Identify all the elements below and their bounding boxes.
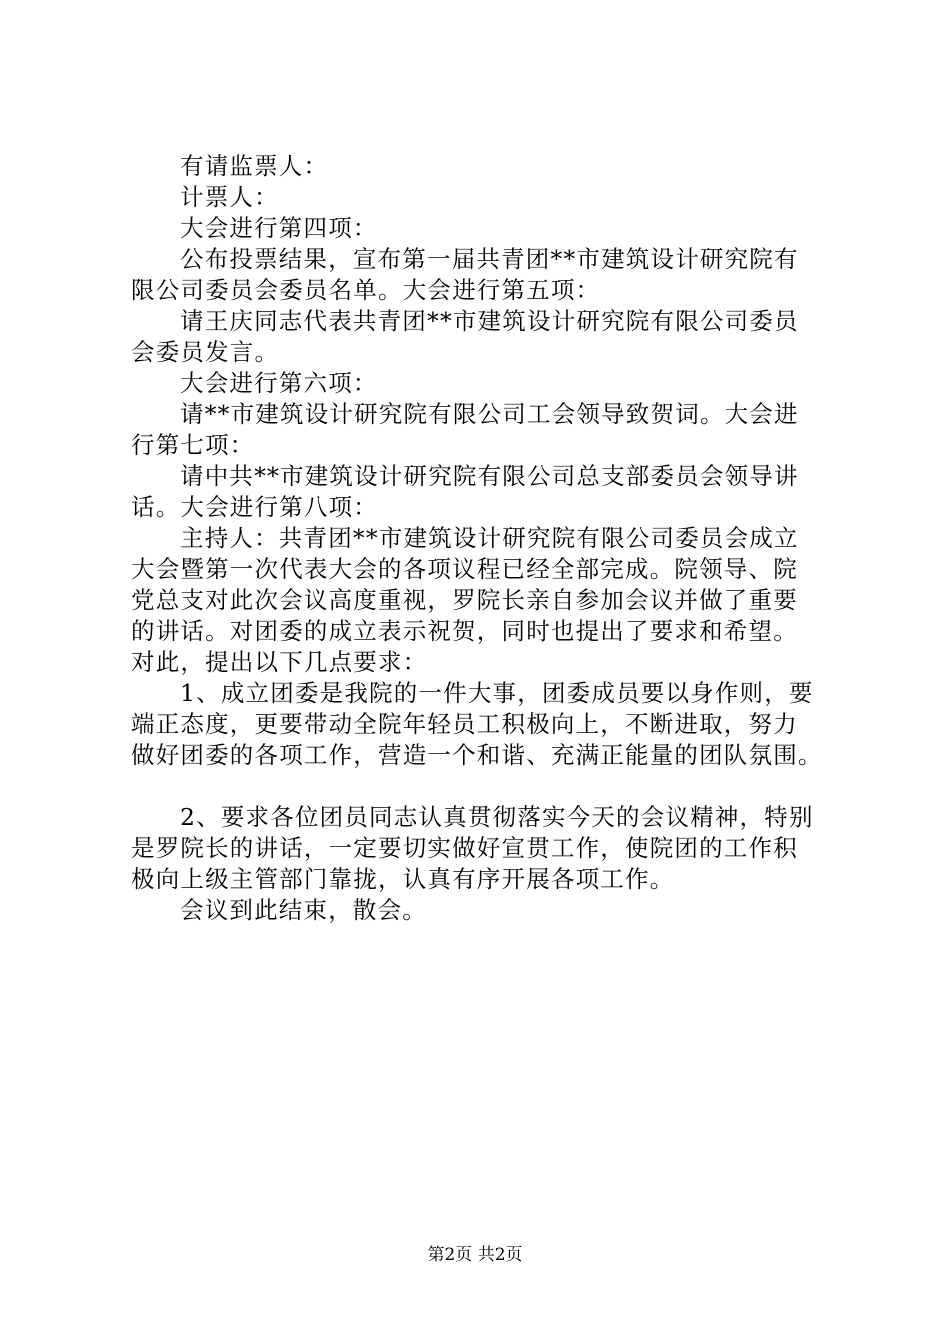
text-line: 是罗院长的讲话，一定要切实做好宣贯工作，使院团的工作积 [131,834,798,862]
text-line: 做好团委的各项工作，营造一个和谐、充满正能量的团队氛围。 [131,741,823,769]
document-body [131,151,843,926]
text-line: 端正态度，更要带动全院年轻员工积极向上，不断进取，努力 [131,710,798,738]
text-line: 限公司委员会委员名单。大会进行第五项： [131,276,601,304]
page-number-footer: 第2页 共2页 [427,1245,523,1265]
text-line: 请王庆同志代表共青团**市建筑设计研究院有限公司委员 [180,307,799,335]
text-line: 对此，提出以下几点要求： [131,648,428,676]
text-line: 公布投票结果，宣布第一届共青团**市建筑设计研究院有 [180,245,799,273]
text-line: 请**市建筑设计研究院有限公司工会领导致贺词。大会进 [180,400,799,428]
text-line: 会议到此结束，散会。 [180,896,427,924]
text-line: 会委员发言。 [131,338,280,366]
text-line: 有请监票人： [180,152,329,180]
text-line: 主持人：共青团**市建筑设计研究院有限公司委员会成立 [180,524,799,552]
text-line: 请中共**市建筑设计研究院有限公司总支部委员会领导讲 [180,462,799,490]
text-line: 计票人： [180,183,279,211]
text-line: 大会进行第六项： [180,369,378,397]
text-line: 大会进行第四项： [180,214,378,242]
text-line: 极向上级主管部门靠拢，认真有序开展各项工作。 [131,865,675,893]
text-line: 党总支对此次会议高度重视，罗院长亲自参加会议并做了重要 [131,586,798,614]
text-line: 2、要求各位团员同志认真贯彻落实今天的会议精神，特别 [180,803,814,831]
text-line: 1、成立团委是我院的一件大事，团委成员要以身作则，要 [180,679,814,707]
text-line: 行第七项： [131,431,255,459]
paragraph-gap [131,771,843,802]
text-line: 的讲话。对团委的成立表示祝贺，同时也提出了要求和希望。 [131,617,798,645]
text-line: 话。大会进行第八项： [131,493,378,521]
text-line: 大会暨第一次代表大会的各项议程已经全部完成。院领导、院 [131,555,798,583]
